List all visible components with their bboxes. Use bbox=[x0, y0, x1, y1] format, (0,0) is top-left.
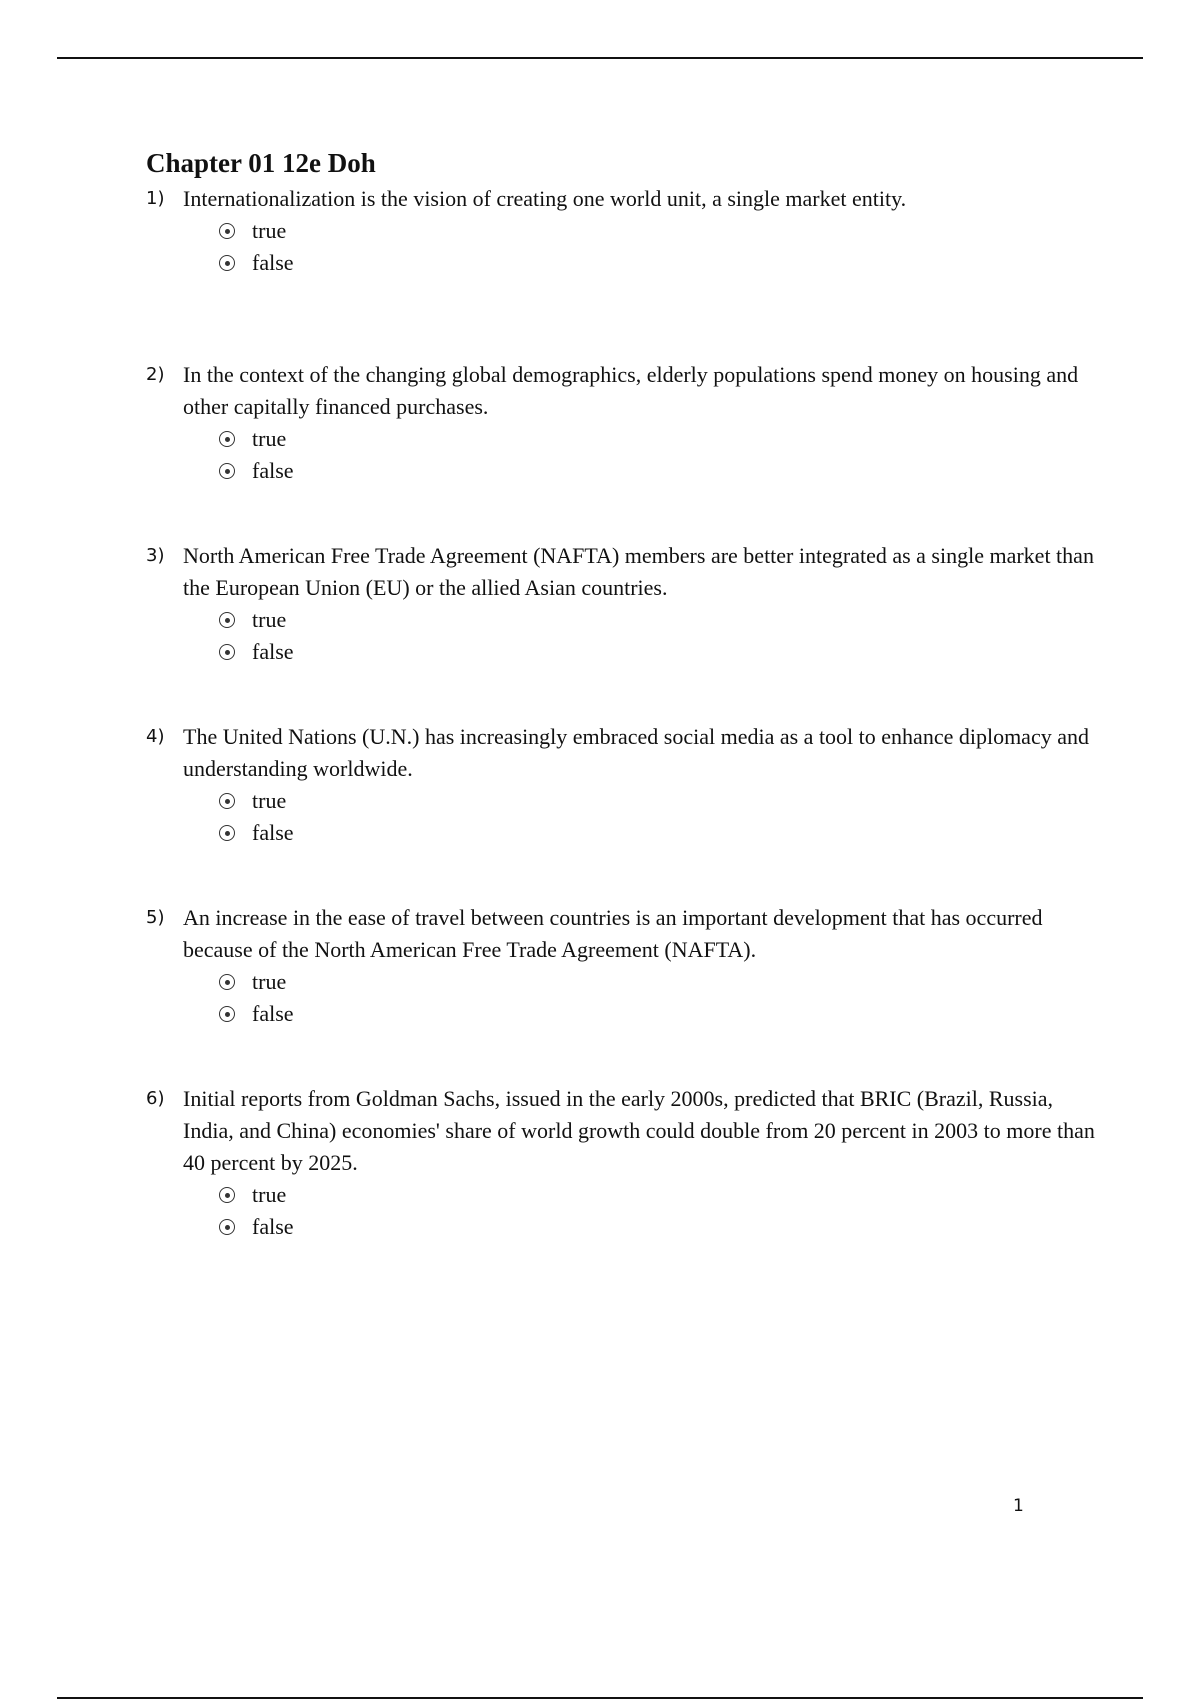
radio-icon[interactable] bbox=[219, 1187, 235, 1203]
option-true[interactable] bbox=[219, 604, 1096, 636]
option-label: false bbox=[252, 639, 294, 664]
option-label: true bbox=[252, 218, 287, 243]
option-label: false bbox=[252, 458, 294, 483]
option-true[interactable] bbox=[219, 785, 1096, 817]
option-true[interactable] bbox=[219, 1179, 1096, 1211]
radio-icon[interactable] bbox=[219, 644, 235, 660]
footer-rule bbox=[57, 1697, 1143, 1699]
question-6 bbox=[146, 1083, 1096, 1243]
option-true[interactable] bbox=[219, 215, 1096, 247]
question-1 bbox=[146, 183, 1096, 279]
radio-icon[interactable] bbox=[219, 793, 235, 809]
option-label: true bbox=[252, 969, 287, 994]
radio-icon[interactable] bbox=[219, 612, 235, 628]
option-label: true bbox=[252, 607, 287, 632]
question-5 bbox=[146, 902, 1096, 1030]
header-rule bbox=[57, 57, 1143, 59]
option-false[interactable] bbox=[219, 636, 1096, 668]
question-text: Internationalization is the vision of creating one world unit, a single market entity. bbox=[183, 186, 907, 211]
option-false[interactable] bbox=[219, 455, 1096, 487]
question-text: Initial reports from Goldman Sachs, issued in the early 2000s, predicted that BRIC (Brazil, Russia, India, and China) economies' share of world growth could double from 20 percent in 2003 to more than 40 percent by 2025. bbox=[183, 1086, 1095, 1175]
option-label: false bbox=[252, 1001, 294, 1026]
page-title: Chapter 01 12e Doh bbox=[146, 148, 376, 178]
option-false[interactable] bbox=[219, 247, 1096, 279]
radio-icon[interactable] bbox=[219, 1219, 235, 1235]
question-number: 1) bbox=[146, 188, 165, 209]
option-label: false bbox=[252, 820, 294, 845]
answer-options bbox=[219, 966, 1096, 1030]
question-number: 6) bbox=[146, 1088, 165, 1109]
quiz-content bbox=[146, 145, 1096, 1243]
question-4 bbox=[146, 721, 1096, 849]
question-text: North American Free Trade Agreement (NAFTA) members are better integrated as a single market than the European Union (EU) or the allied Asian countries. bbox=[183, 543, 1094, 600]
page-number: 1 bbox=[1013, 1496, 1024, 1516]
radio-icon[interactable] bbox=[219, 431, 235, 447]
question-number: 5) bbox=[146, 907, 165, 928]
option-label: false bbox=[252, 1214, 294, 1239]
option-label: true bbox=[252, 788, 287, 813]
radio-icon[interactable] bbox=[219, 255, 235, 271]
question-number: 3) bbox=[146, 545, 165, 566]
radio-icon[interactable] bbox=[219, 223, 235, 239]
option-false[interactable] bbox=[219, 1211, 1096, 1243]
question-text: The United Nations (U.N.) has increasingly embraced social media as a tool to enhance diplomacy and understanding worldwide. bbox=[183, 724, 1089, 781]
option-false[interactable] bbox=[219, 817, 1096, 849]
option-false[interactable] bbox=[219, 998, 1096, 1030]
question-2 bbox=[146, 359, 1096, 487]
question-text: An increase in the ease of travel between countries is an important development that has occurred because of the North American Free Trade Agreement (NAFTA). bbox=[183, 905, 1043, 962]
question-number: 4) bbox=[146, 726, 165, 747]
answer-options bbox=[219, 604, 1096, 668]
radio-icon[interactable] bbox=[219, 974, 235, 990]
option-label: true bbox=[252, 1182, 287, 1207]
answer-options bbox=[219, 1179, 1096, 1243]
answer-options bbox=[219, 215, 1096, 279]
radio-icon[interactable] bbox=[219, 825, 235, 841]
question-3 bbox=[146, 540, 1096, 668]
option-true[interactable] bbox=[219, 966, 1096, 998]
option-label: true bbox=[252, 426, 287, 451]
radio-icon[interactable] bbox=[219, 1006, 235, 1022]
option-label: false bbox=[252, 250, 294, 275]
answer-options bbox=[219, 423, 1096, 487]
radio-icon[interactable] bbox=[219, 463, 235, 479]
question-number: 2) bbox=[146, 364, 165, 385]
question-text: In the context of the changing global demographics, elderly populations spend money on housing and other capitally financed purchases. bbox=[183, 362, 1079, 419]
answer-options bbox=[219, 785, 1096, 849]
option-true[interactable] bbox=[219, 423, 1096, 455]
